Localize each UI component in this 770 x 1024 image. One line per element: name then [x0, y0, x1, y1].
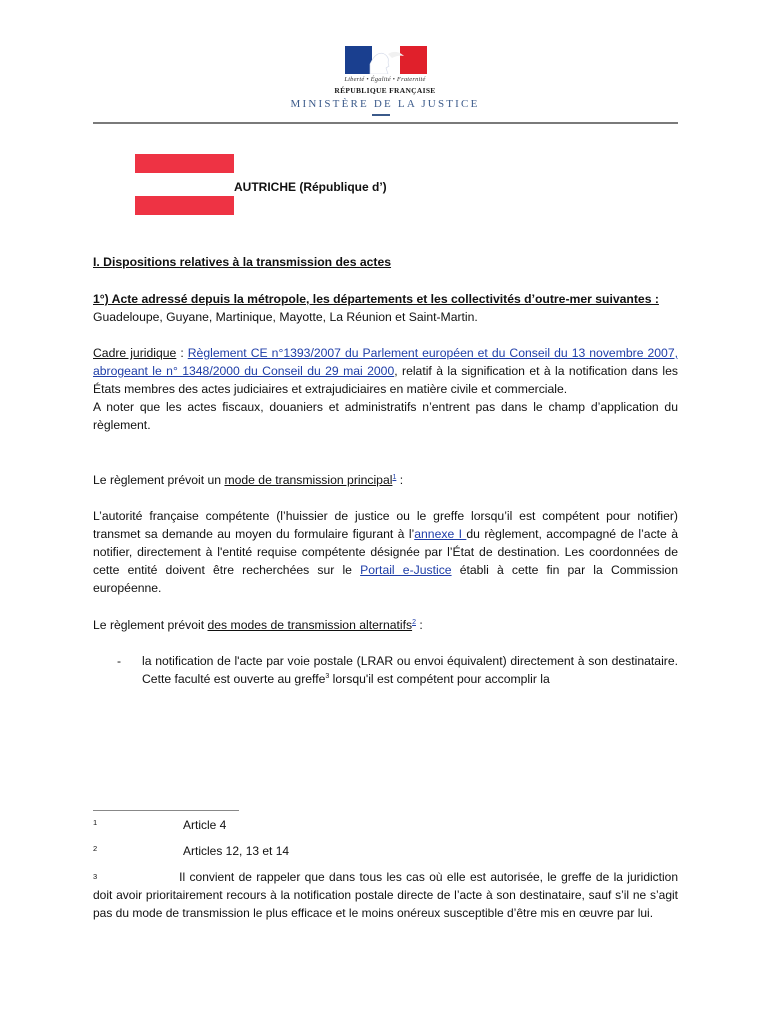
cadre-label: Cadre juridique	[93, 346, 177, 360]
portal-link[interactable]: Portail e-Justice	[360, 563, 452, 577]
marianne-profile-icon	[362, 46, 410, 74]
logo-white-band	[372, 46, 399, 74]
sub-heading-block	[93, 290, 678, 326]
annex-link[interactable]: annexe I	[414, 527, 467, 541]
flag-top-stripe	[135, 154, 234, 173]
postal-notification-item: la notification de l'acte par voie postale (LRAR ou envoi équivalent) directement à son destinataire. Cette faculté est ouverte au greffe$^3$ lorsqu'il est compétent pour accomplir la	[142, 654, 678, 686]
footnote-2-text: Articles 12, 13 et 14	[183, 844, 290, 858]
legal-framework: Cadre juridique : Règlement CE n°1393/2007 du Parlement européen et du Conseil du 13 novembre 2007, abrogeant le n° 1348/2000 du Conseil du 29 mai 2000, relatif à la signification et à la notification dans les États membres des actes judiciaires et extrajudiciaires en matière civile et commerciale. A noter que les actes fiscaux, douaniers et administratifs n’entrent pas dans le champ d’application du règlement.	[93, 346, 678, 432]
alt-mode-line: Le règlement prévoit des modes de transmission alternatifs$^2$ :	[93, 618, 423, 632]
republic-motto: Liberté • Égalité • Fraternité	[344, 76, 426, 83]
ministry-underline	[372, 114, 390, 116]
footnote-1-number: 1	[93, 818, 98, 827]
country-title: AUTRICHE (République d’)	[234, 180, 387, 194]
footnote-1-text: Article 4	[183, 818, 227, 832]
ministry-name: MINISTÈRE DE LA JUSTICE	[290, 98, 480, 110]
footnote-separator	[93, 810, 239, 811]
footnote-2-number: 2	[93, 844, 98, 853]
header-divider	[93, 122, 678, 124]
authority-paragraph: L’autorité française compétente (l’huissier de justice ou le greffe lorsqu’il est compétent pour notifier) transmet sa demande au moyen du formulaire figurant à l’annexe I du règlement, accompagné de l’acte à notifier, directement à l'entité requise compétente désignée par l’État de destination. Les coordonnées de cette entité doivent être recherchées sur le Portail e-Justice établi à cette fin par la Commission européenne.	[93, 509, 678, 595]
section-heading: I. Dispositions relatives à la transmission des actes	[93, 255, 392, 269]
regulation-link[interactable]: Règlement CE n°1393/2007 du Parlement européen et du Conseil du 13 novembre 2007, abrogeant le n° 1348/2000 du Conseil du 29 mai 2000	[93, 346, 678, 378]
footnote-ref-2[interactable]: 2	[412, 618, 416, 626]
marianne-logo	[345, 46, 427, 74]
flag-bottom-stripe	[135, 196, 234, 215]
bullet-marker: -	[117, 654, 122, 668]
main-mode-term: mode de transmission principal	[224, 473, 393, 487]
sub-heading: 1°) Acte adressé depuis la métropole, les départements et les collectivités d’outre-mer suivantes :	[93, 292, 659, 306]
footnote-3	[93, 868, 678, 922]
footnote-ref-1[interactable]: 1	[392, 473, 397, 481]
republic-name: RÉPUBLIQUE FRANÇAISE	[334, 86, 436, 95]
main-mode-line: Le règlement prévoit un mode de transmission principal$^1$ :	[93, 473, 404, 487]
footnote-3-number: 3	[93, 872, 98, 881]
alt-mode-term: des modes de transmission alternatifs	[207, 618, 413, 632]
footnote-ref-3[interactable]: 3	[325, 672, 330, 680]
footnote-3-text: Il convient de rappeler que dans tous les cas où elle est autorisée, le greffe de la juridiction doit avoir prioritairement recours à la notification postale directe de l’acte à son destinataire, sauf s’il ne s’agit pas du mode de transmission le plus efficace et le moins onéreux susceptible d’être mis en œuvre par lui.	[93, 870, 678, 920]
scope-note: A noter que les actes fiscaux, douaniers et administratifs n’entrent pas dans le champ d’application du règlement.	[93, 400, 678, 432]
territories-list: Guadeloupe, Guyane, Martinique, Mayotte, La Réunion et Saint-Martin.	[93, 310, 478, 324]
